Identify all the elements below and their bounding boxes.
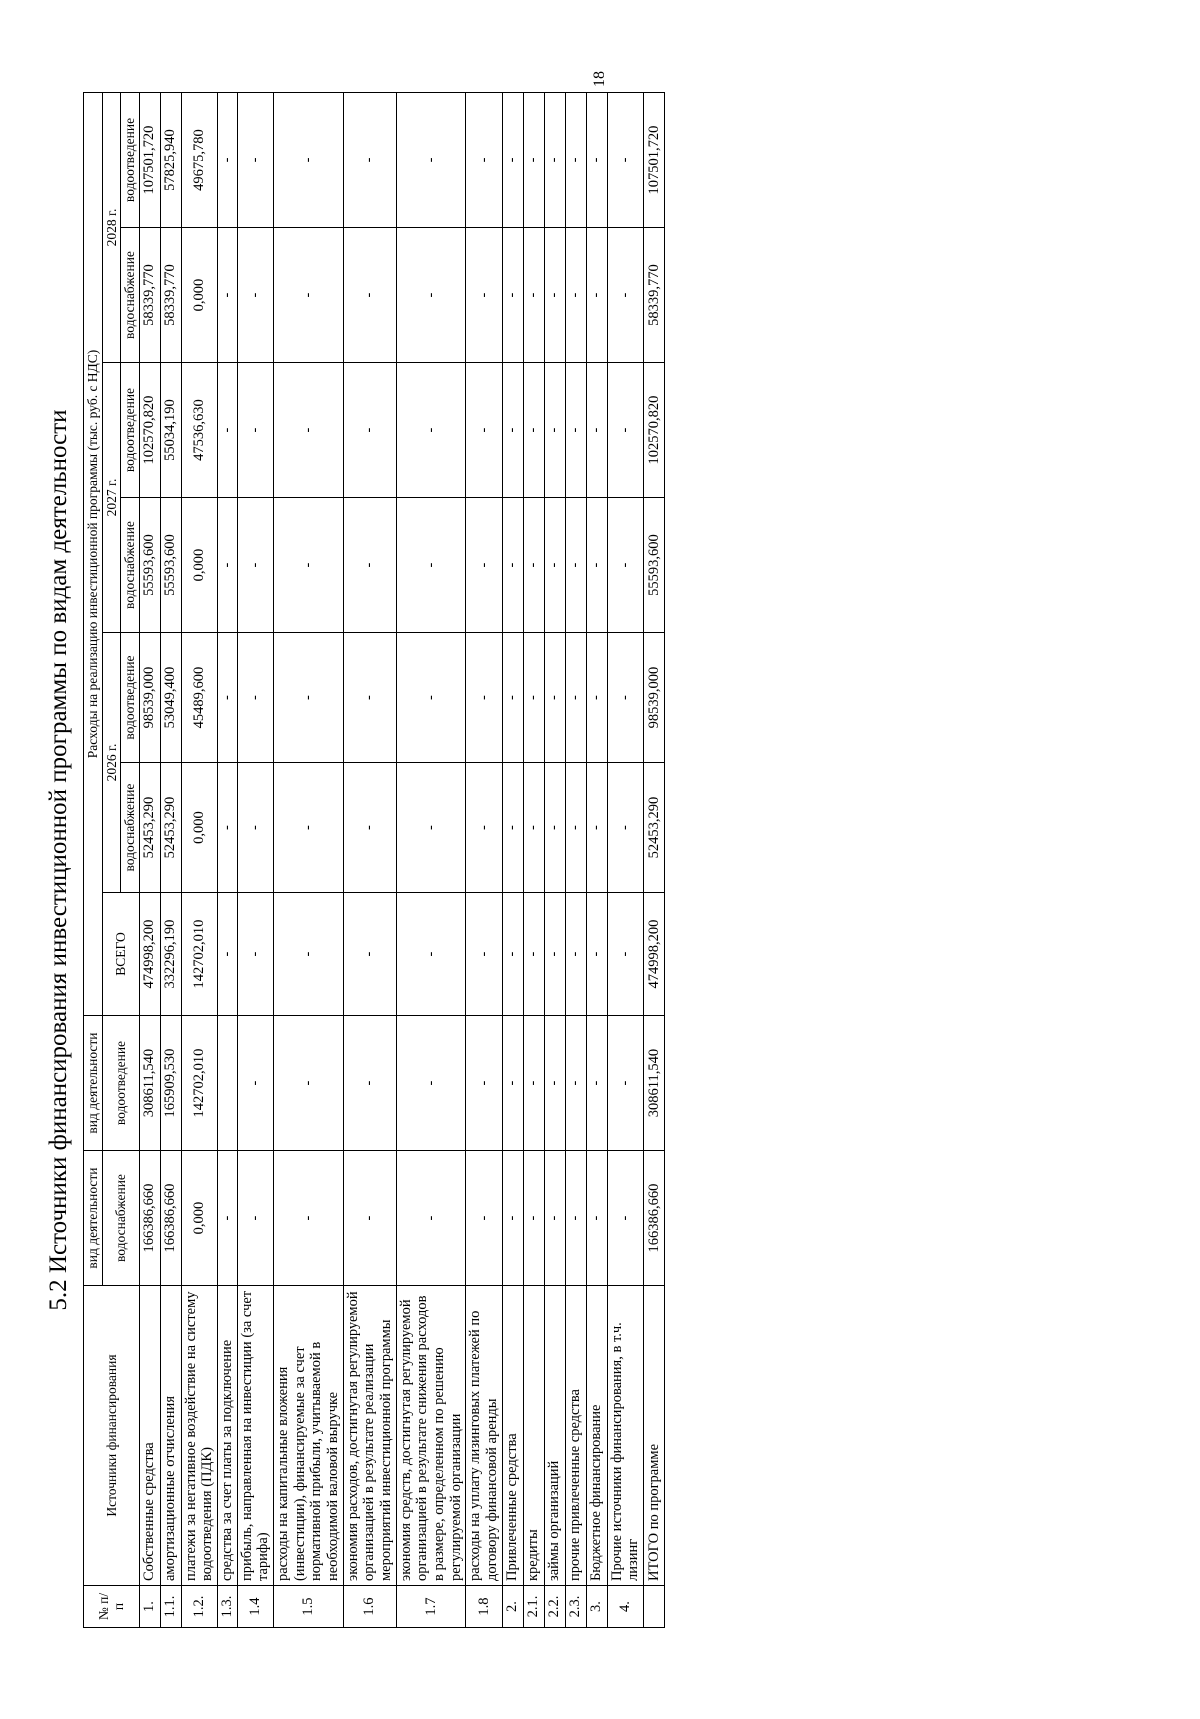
value-cell: - (544, 892, 565, 1015)
row-source: средства за счет платы за подключение (217, 1285, 237, 1585)
value-cell: - (586, 362, 607, 497)
header-2026-wastewater: водоотведение (121, 632, 140, 762)
value-cell: - (586, 497, 607, 632)
value-cell: - (565, 762, 586, 892)
value-cell: 58339,770 (160, 227, 181, 362)
value-cell: 166386,660 (643, 1150, 664, 1285)
value-cell: 0,000 (181, 227, 217, 362)
value-cell: - (217, 497, 237, 632)
value-cell: 102570,820 (139, 362, 160, 497)
row-source: прочие привлеченные средства (565, 1285, 586, 1585)
value-cell: - (237, 632, 273, 762)
value-cell: - (544, 762, 565, 892)
value-cell: - (237, 762, 273, 892)
row-number: 2.1. (523, 1585, 544, 1627)
row-number: 1. (139, 1585, 160, 1627)
value-cell: - (544, 632, 565, 762)
table-row (160, 92, 181, 1627)
value-cell: - (565, 1150, 586, 1285)
table-row (217, 92, 237, 1627)
value-cell: - (565, 227, 586, 362)
value-cell: - (343, 362, 396, 497)
value-cell: 57825,940 (160, 92, 181, 227)
value-cell: - (343, 227, 396, 362)
value-cell: - (273, 497, 343, 632)
value-cell: - (565, 1015, 586, 1150)
value-cell: - (466, 227, 502, 362)
row-source: платежи за негативное воздействие на систему водоотведения (ПДК) (181, 1285, 217, 1585)
table-row (523, 92, 544, 1627)
row-source: амортизационные отчисления (160, 1285, 181, 1585)
value-cell: - (523, 227, 544, 362)
value-cell: - (237, 1150, 273, 1285)
value-cell: - (565, 892, 586, 1015)
value-cell: - (586, 892, 607, 1015)
value-cell: - (343, 892, 396, 1015)
header-source: Источники финансирования (84, 1285, 140, 1585)
value-cell: 166386,660 (139, 1150, 160, 1285)
value-cell: - (396, 92, 466, 227)
table-row (502, 92, 523, 1627)
value-cell: - (466, 362, 502, 497)
value-cell: - (237, 892, 273, 1015)
value-cell: - (466, 632, 502, 762)
header-year-2027: 2027 г. (102, 362, 121, 632)
value-cell: - (217, 1150, 237, 1285)
value-cell: - (396, 362, 466, 497)
value-cell: 102570,820 (643, 362, 664, 497)
value-cell: - (502, 892, 523, 1015)
row-source: Бюджетное финансирование (586, 1285, 607, 1585)
table-row (139, 92, 160, 1627)
value-cell: 55593,600 (643, 497, 664, 632)
value-cell: 166386,660 (160, 1150, 181, 1285)
value-cell: - (273, 227, 343, 362)
header-num: № п/п (84, 1585, 140, 1627)
row-source: расходы на капитальные вложения (инвестиции), финансируемые за счет нормативной прибыли, учитываемой в необходимой валовой выручке (273, 1285, 343, 1585)
value-cell: 58339,770 (643, 227, 664, 362)
value-cell: - (396, 762, 466, 892)
value-cell: 308611,540 (139, 1015, 160, 1150)
value-cell: 142702,010 (181, 1015, 217, 1150)
value-cell: - (586, 632, 607, 762)
header-vsego: ВСЕГО (102, 892, 139, 1015)
value-cell: - (273, 892, 343, 1015)
table-row (544, 92, 565, 1627)
value-cell: - (217, 892, 237, 1015)
value-cell: 55034,190 (160, 362, 181, 497)
value-cell: - (396, 1150, 466, 1285)
value-cell: 98539,000 (139, 632, 160, 762)
header-year-2028: 2028 г. (102, 92, 121, 362)
value-cell: 55593,600 (160, 497, 181, 632)
value-cell: - (466, 1150, 502, 1285)
value-cell: - (396, 892, 466, 1015)
value-cell: 308611,540 (643, 1015, 664, 1150)
value-cell: 52453,290 (139, 762, 160, 892)
table-row (586, 92, 607, 1627)
value-cell: - (343, 497, 396, 632)
row-number: 1.8 (466, 1585, 502, 1627)
value-cell: - (607, 1150, 643, 1285)
value-cell: 47536,630 (181, 362, 217, 497)
value-cell: - (237, 92, 273, 227)
row-number: 2.2. (544, 1585, 565, 1627)
value-cell: - (273, 632, 343, 762)
header-2027-water-supply: водоснабжение (121, 497, 140, 632)
header-water-supply: водоснабжение (102, 1150, 139, 1285)
value-cell: - (586, 1150, 607, 1285)
value-cell: 474998,200 (643, 892, 664, 1015)
value-cell: - (217, 92, 237, 227)
rotated-page (45, 85, 1155, 1635)
value-cell: - (544, 362, 565, 497)
value-cell: - (565, 362, 586, 497)
row-number: 4. (607, 1585, 643, 1627)
value-cell: - (565, 632, 586, 762)
row-number (643, 1585, 664, 1627)
value-cell: - (343, 632, 396, 762)
value-cell: - (237, 497, 273, 632)
value-cell: - (217, 362, 237, 497)
value-cell: - (544, 227, 565, 362)
table-row (466, 92, 502, 1627)
value-cell: - (237, 1015, 273, 1150)
header-2026-water-supply: водоснабжение (121, 762, 140, 892)
value-cell: - (502, 1150, 523, 1285)
table-row (396, 92, 466, 1627)
value-cell: - (607, 1015, 643, 1150)
value-cell: - (273, 1150, 343, 1285)
value-cell: - (502, 362, 523, 497)
value-cell: - (607, 92, 643, 227)
value-cell: - (523, 1015, 544, 1150)
value-cell: 52453,290 (160, 762, 181, 892)
value-cell: - (502, 227, 523, 362)
header-year-2026: 2026 г. (102, 632, 121, 892)
value-cell: - (523, 762, 544, 892)
value-cell: - (523, 1150, 544, 1285)
value-cell: 0,000 (181, 1150, 217, 1285)
value-cell: - (586, 92, 607, 227)
value-cell: - (502, 1015, 523, 1150)
header-activity-2: вид деятельности (84, 1015, 103, 1150)
table-row (237, 92, 273, 1627)
row-number: 1.4 (237, 1585, 273, 1627)
header-2027-wastewater: водоотведение (121, 362, 140, 497)
page-number: 18 (591, 71, 608, 87)
value-cell: - (343, 92, 396, 227)
row-number: 3. (586, 1585, 607, 1627)
value-cell: - (544, 497, 565, 632)
value-cell: - (544, 1015, 565, 1150)
value-cell: - (502, 92, 523, 227)
value-cell: - (466, 762, 502, 892)
value-cell: - (237, 227, 273, 362)
header-wastewater: водоотведение (102, 1015, 139, 1150)
header-2028-wastewater: водоотведение (121, 92, 140, 227)
row-source: прибыль, направленная на инвестиции (за счет тарифа) (237, 1285, 273, 1585)
row-source: кредиты (523, 1285, 544, 1585)
value-cell: - (343, 1015, 396, 1150)
value-cell: - (607, 227, 643, 362)
value-cell: 52453,290 (643, 762, 664, 892)
value-cell: - (523, 92, 544, 227)
value-cell: 0,000 (181, 762, 217, 892)
table-row (565, 92, 586, 1627)
value-cell: - (502, 632, 523, 762)
value-cell: - (586, 1015, 607, 1150)
value-cell: - (273, 762, 343, 892)
row-number: 2.3. (565, 1585, 586, 1627)
row-number: 2. (502, 1585, 523, 1627)
value-cell: 474998,200 (139, 892, 160, 1015)
value-cell: - (565, 92, 586, 227)
header-2028-water-supply: водоснабжение (121, 227, 140, 362)
row-source: расходы на уплату лизинговых платежей по договору финансовой аренды (466, 1285, 502, 1585)
value-cell: - (466, 92, 502, 227)
table-row (643, 92, 664, 1627)
row-source: Прочие источники финансирования, в т.ч. лизинг (607, 1285, 643, 1585)
value-cell: 142702,010 (181, 892, 217, 1015)
value-cell: - (607, 892, 643, 1015)
row-source: Собственные средства (139, 1285, 160, 1585)
value-cell: - (396, 227, 466, 362)
value-cell: - (343, 1150, 396, 1285)
value-cell: - (217, 227, 237, 362)
value-cell: - (523, 632, 544, 762)
value-cell: - (466, 1015, 502, 1150)
value-cell: - (502, 497, 523, 632)
table-row (343, 92, 396, 1627)
row-source: займы организаций (544, 1285, 565, 1585)
value-cell: - (273, 1015, 343, 1150)
value-cell: 165909,530 (160, 1015, 181, 1150)
value-cell: - (607, 762, 643, 892)
value-cell: - (502, 762, 523, 892)
row-source: экономия расходов, достигнутая регулируемой организацией в результате реализации мероприятий инвестиционной программы (343, 1285, 396, 1585)
row-source: ИТОГО по программе (643, 1285, 664, 1585)
value-cell: - (607, 497, 643, 632)
value-cell: - (396, 1015, 466, 1150)
row-number: 1.6 (343, 1585, 396, 1627)
value-cell: - (523, 892, 544, 1015)
value-cell: 58339,770 (139, 227, 160, 362)
value-cell: - (607, 362, 643, 497)
value-cell: - (466, 497, 502, 632)
header-expenses: Расходы на реализацию инвестиционной программы (тыс. руб. с НДС) (84, 92, 103, 1015)
document-title: 5.2 Источники финансирования инвестиционной программы по видам деятельности (45, 408, 72, 1311)
value-cell: - (586, 227, 607, 362)
value-cell: 53049,400 (160, 632, 181, 762)
value-cell: - (586, 762, 607, 892)
value-cell: - (523, 362, 544, 497)
value-cell: - (273, 362, 343, 497)
value-cell: - (544, 92, 565, 227)
row-number: 1.5 (273, 1585, 343, 1627)
value-cell: 107501,720 (643, 92, 664, 227)
value-cell: - (237, 362, 273, 497)
value-cell: - (466, 892, 502, 1015)
table-row (273, 92, 343, 1627)
value-cell: - (396, 497, 466, 632)
table-row (607, 92, 643, 1627)
value-cell: 98539,000 (643, 632, 664, 762)
header-activity-1: вид деятельности (84, 1150, 103, 1285)
value-cell: - (273, 92, 343, 227)
row-number: 1.2. (181, 1585, 217, 1627)
value-cell: 55593,600 (139, 497, 160, 632)
value-cell: 45489,600 (181, 632, 217, 762)
value-cell: - (523, 497, 544, 632)
value-cell: 49675,780 (181, 92, 217, 227)
row-source: экономия средств, достигнутая регулируемой организацией в результате снижения расходов в размере, определенном по решению регулируемой организации (396, 1285, 466, 1585)
row-number: 1.1. (160, 1585, 181, 1627)
value-cell: - (343, 762, 396, 892)
value-cell: - (217, 632, 237, 762)
row-source: Привлеченные средства (502, 1285, 523, 1585)
value-cell: 107501,720 (139, 92, 160, 227)
value-cell: 332296,190 (160, 892, 181, 1015)
value-cell: 0,000 (181, 497, 217, 632)
table-row (181, 92, 217, 1627)
value-cell: - (396, 632, 466, 762)
value-cell (217, 1015, 237, 1150)
row-number: 1.7 (396, 1585, 466, 1627)
value-cell: - (544, 1150, 565, 1285)
value-cell: - (217, 762, 237, 892)
financing-table (83, 91, 665, 1627)
row-number: 1.3. (217, 1585, 237, 1627)
value-cell: - (607, 632, 643, 762)
value-cell: - (565, 497, 586, 632)
